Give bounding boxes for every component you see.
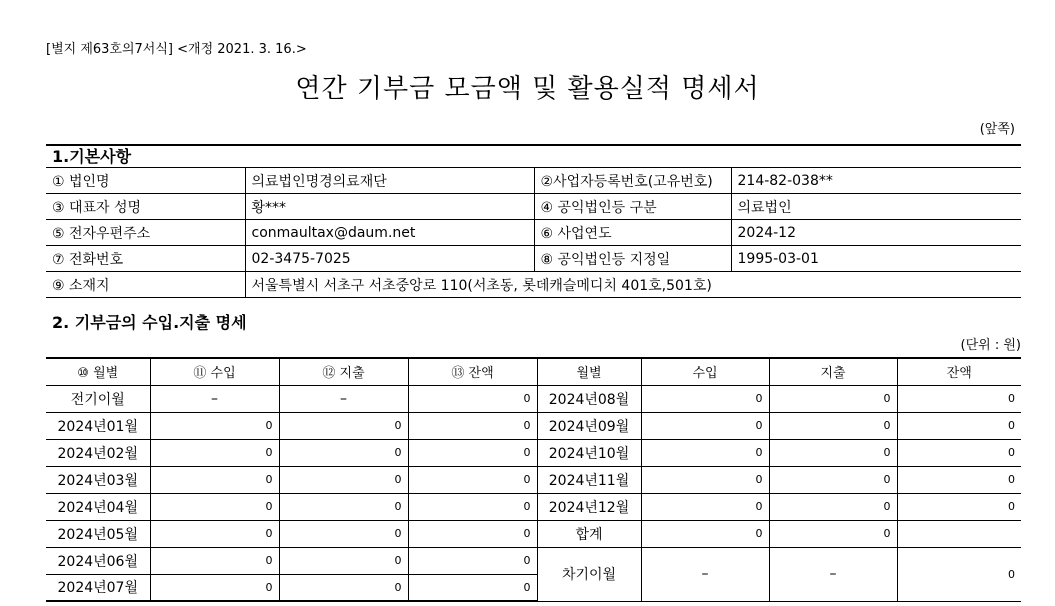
info-row	[46, 272, 1021, 298]
expense-cell: 0	[279, 520, 408, 547]
month-cell: 2024년11월	[537, 466, 641, 493]
income-cell: 0	[150, 466, 279, 493]
header-month-right: 월별	[537, 358, 641, 385]
total-balance-cell	[897, 520, 1021, 547]
income-cell: 0	[641, 493, 769, 520]
business-number-value: 214-82-038**	[731, 168, 1021, 194]
header-income: ⑪ 수입	[150, 358, 279, 385]
expense-cell: 0	[279, 493, 408, 520]
expense-cell: 0	[769, 439, 897, 466]
info-row	[46, 194, 1021, 220]
table-row	[46, 520, 1021, 547]
month-cell: 2024년07월	[46, 574, 150, 601]
month-cell: 2024년01월	[46, 412, 150, 439]
income-cell: 0	[641, 439, 769, 466]
table-row	[46, 466, 1021, 493]
total-expense-cell: 0	[769, 520, 897, 547]
balance-cell: 0	[897, 439, 1021, 466]
donation-ledger-table	[46, 357, 1021, 602]
corp-type-label: ④ 공익법인등 구분	[534, 194, 731, 220]
unit-label: (단위 : 원)	[960, 338, 1021, 353]
balance-cell: 0	[897, 493, 1021, 520]
balance-cell: 0	[408, 520, 537, 547]
balance-cell: 0	[408, 493, 537, 520]
month-cell: 2024년09월	[537, 412, 641, 439]
carry-forward-label-cell: 차기이월	[537, 547, 641, 601]
carry-forward-income-cell: –	[641, 547, 769, 601]
table-row	[46, 439, 1021, 466]
carry-forward-balance-cell: 0	[897, 547, 1021, 601]
corp-name-value: 의료법인명경의료재단	[245, 168, 534, 194]
month-cell: 2024년06월	[46, 547, 150, 574]
fiscal-year-label: ⑥ 사업연도	[534, 220, 731, 246]
expense-cell: 0	[279, 547, 408, 574]
balance-cell: 0	[408, 574, 537, 601]
month-cell: 2024년08월	[537, 385, 641, 412]
fiscal-year-value: 2024-12	[731, 220, 1021, 246]
balance-cell: 0	[408, 439, 537, 466]
expense-cell: 0	[279, 466, 408, 493]
total-label-cell: 합계	[537, 520, 641, 547]
month-cell: 2024년10월	[537, 439, 641, 466]
income-cell: 0	[150, 520, 279, 547]
expense-cell: 0	[279, 439, 408, 466]
header-expense: ⑫ 지출	[279, 358, 408, 385]
expense-cell: –	[279, 385, 408, 412]
total-income-cell: 0	[641, 520, 769, 547]
info-row	[46, 168, 1021, 194]
phone-label: ⑦ 전화번호	[46, 246, 245, 272]
designation-date-value: 1995-03-01	[731, 246, 1021, 272]
income-cell: –	[150, 385, 279, 412]
header-balance: ⑬ 잔액	[408, 358, 537, 385]
table-row	[46, 412, 1021, 439]
balance-cell: 0	[897, 466, 1021, 493]
representative-value: 황***	[245, 194, 534, 220]
header-month: ⑩ 월별	[46, 358, 150, 385]
month-cell: 2024년02월	[46, 439, 150, 466]
business-number-label: ②사업자등록번호(고유번호)	[534, 168, 731, 194]
table-row	[46, 547, 1021, 574]
basic-info-table	[46, 167, 1021, 298]
address-label: ⑨ 소재지	[46, 272, 245, 298]
month-cell: 2024년03월	[46, 466, 150, 493]
expense-cell: 0	[769, 385, 897, 412]
representative-label: ③ 대표자 성명	[46, 194, 245, 220]
designation-date-label: ⑧ 공익법인등 지정일	[534, 246, 731, 272]
balance-cell: 0	[897, 385, 1021, 412]
corp-name-label: ① 법인명	[46, 168, 245, 194]
header-balance-right: 잔액	[897, 358, 1021, 385]
email-value: conmaultax@daum.net	[245, 220, 534, 246]
income-cell: 0	[641, 385, 769, 412]
month-cell: 전기이월	[46, 385, 150, 412]
income-cell: 0	[150, 547, 279, 574]
expense-cell: 0	[769, 466, 897, 493]
expense-cell: 0	[769, 412, 897, 439]
table-row	[46, 493, 1021, 520]
section-basic-info-title: 1.기본사항	[46, 144, 1021, 168]
form-label: [별지 제63호의7서식] <개정 2021. 3. 16.>	[46, 42, 307, 57]
email-label: ⑤ 전자우편주소	[46, 220, 245, 246]
month-cell: 2024년04월	[46, 493, 150, 520]
income-cell: 0	[150, 439, 279, 466]
expense-cell: 0	[279, 574, 408, 601]
income-cell: 0	[641, 466, 769, 493]
page-side-label: (앞쪽)	[979, 122, 1015, 137]
carry-forward-expense-cell: –	[769, 547, 897, 601]
month-cell: 2024년12월	[537, 493, 641, 520]
header-income-right: 수입	[641, 358, 769, 385]
document-title: 연간 기부금 모금액 및 활용실적 명세서	[295, 74, 760, 104]
info-row	[46, 220, 1021, 246]
month-cell: 2024년05월	[46, 520, 150, 547]
table-row	[46, 385, 1021, 412]
income-cell: 0	[641, 412, 769, 439]
ledger-header-row	[46, 358, 1021, 385]
balance-cell: 0	[897, 412, 1021, 439]
expense-cell: 0	[769, 493, 897, 520]
address-value: 서울특별시 서초구 서초중앙로 110(서초동, 롯데캐슬메디치 401호,501호)	[245, 272, 1021, 298]
corp-type-value: 의료법인	[731, 194, 1021, 220]
income-cell: 0	[150, 493, 279, 520]
expense-cell: 0	[279, 412, 408, 439]
income-cell: 0	[150, 412, 279, 439]
balance-cell: 0	[408, 385, 537, 412]
section-ledger-title: 2. 기부금의 수입.지출 명세	[52, 313, 247, 332]
income-cell: 0	[150, 574, 279, 601]
header-expense-right: 지출	[769, 358, 897, 385]
phone-value: 02-3475-7025	[245, 246, 534, 272]
balance-cell: 0	[408, 466, 537, 493]
info-row	[46, 246, 1021, 272]
balance-cell: 0	[408, 547, 537, 574]
balance-cell: 0	[408, 412, 537, 439]
